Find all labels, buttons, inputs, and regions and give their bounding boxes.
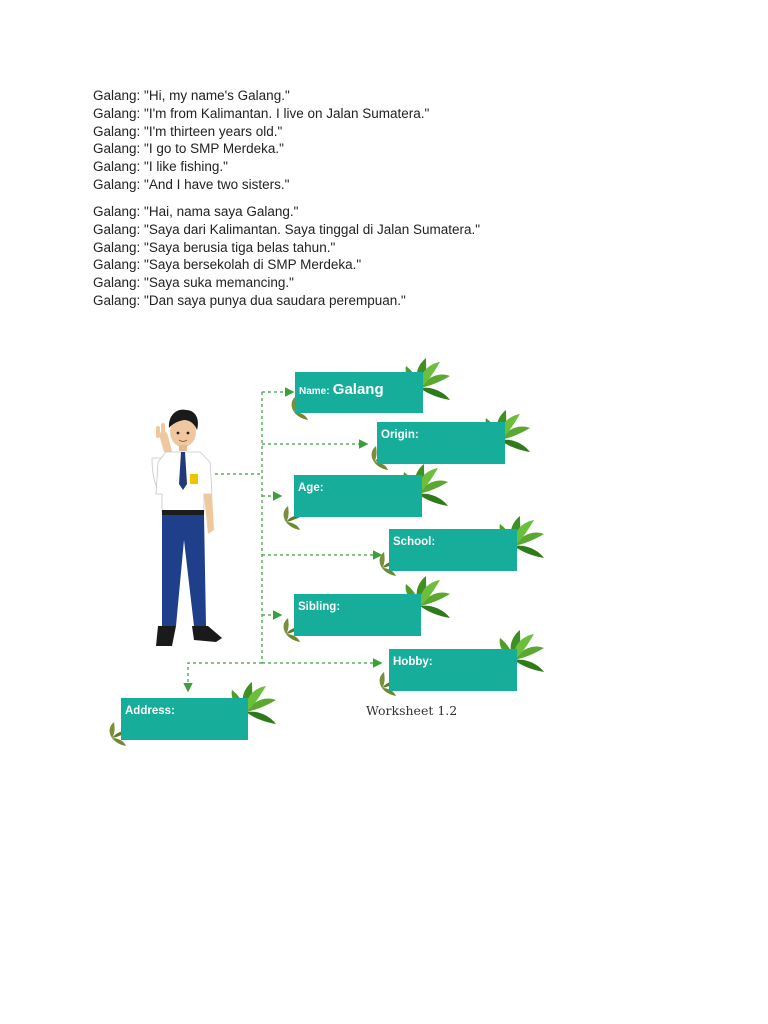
name-box [295, 372, 423, 413]
sibling-box [294, 594, 421, 636]
name-value: Galang [332, 381, 384, 398]
dialogue-line: Galang: "Hai, nama saya Galang." [93, 204, 299, 219]
dialogue-line: Galang: "I like fishing." [93, 159, 228, 175]
address-box [121, 698, 248, 740]
dialogue-line: Galang: "Saya suka memancing." [93, 275, 294, 291]
dialogue-line: Galang: "Saya dari Kalimantan. Saya tinggal di Jalan Sumatera." [93, 221, 481, 237]
age-label: Age: [298, 482, 324, 494]
hobby-box [389, 649, 517, 691]
dialogue-line: Galang: "Saya bersekolah di SMP Merdeka." [93, 257, 362, 273]
dialogue-line: Galang: "Hi, my name's Galang." [93, 88, 290, 103]
age-box [294, 475, 422, 517]
dialogue-line: Galang: "I go to SMP Merdeka." [93, 141, 284, 157]
address-label: Address: [125, 705, 175, 717]
dialogue-line: Galang: "I'm from Kalimantan. I live on Jalan Sumatera." [93, 105, 430, 121]
origin-label: Origin: [381, 429, 419, 441]
connector-lines [188, 392, 380, 690]
dialogue-line: Galang: "And I have two sisters." [93, 176, 290, 192]
name-label: Name: [299, 386, 330, 397]
student-illustration [152, 410, 222, 646]
hobby-label: Hobby: [393, 656, 433, 668]
sibling-label: Sibling: [298, 601, 341, 613]
dialogue-line: Galang: "I'm thirteen years old." [93, 123, 283, 139]
worksheet-caption: Worksheet 1.2 [366, 703, 458, 718]
dialogue-line: Galang: "Dan saya punya dua saudara perempuan." [93, 292, 406, 308]
school-label: School: [393, 536, 436, 548]
school-box [389, 529, 517, 571]
origin-box [377, 422, 505, 464]
dialogue-line: Galang: "Saya berusia tiga belas tahun." [93, 239, 336, 255]
